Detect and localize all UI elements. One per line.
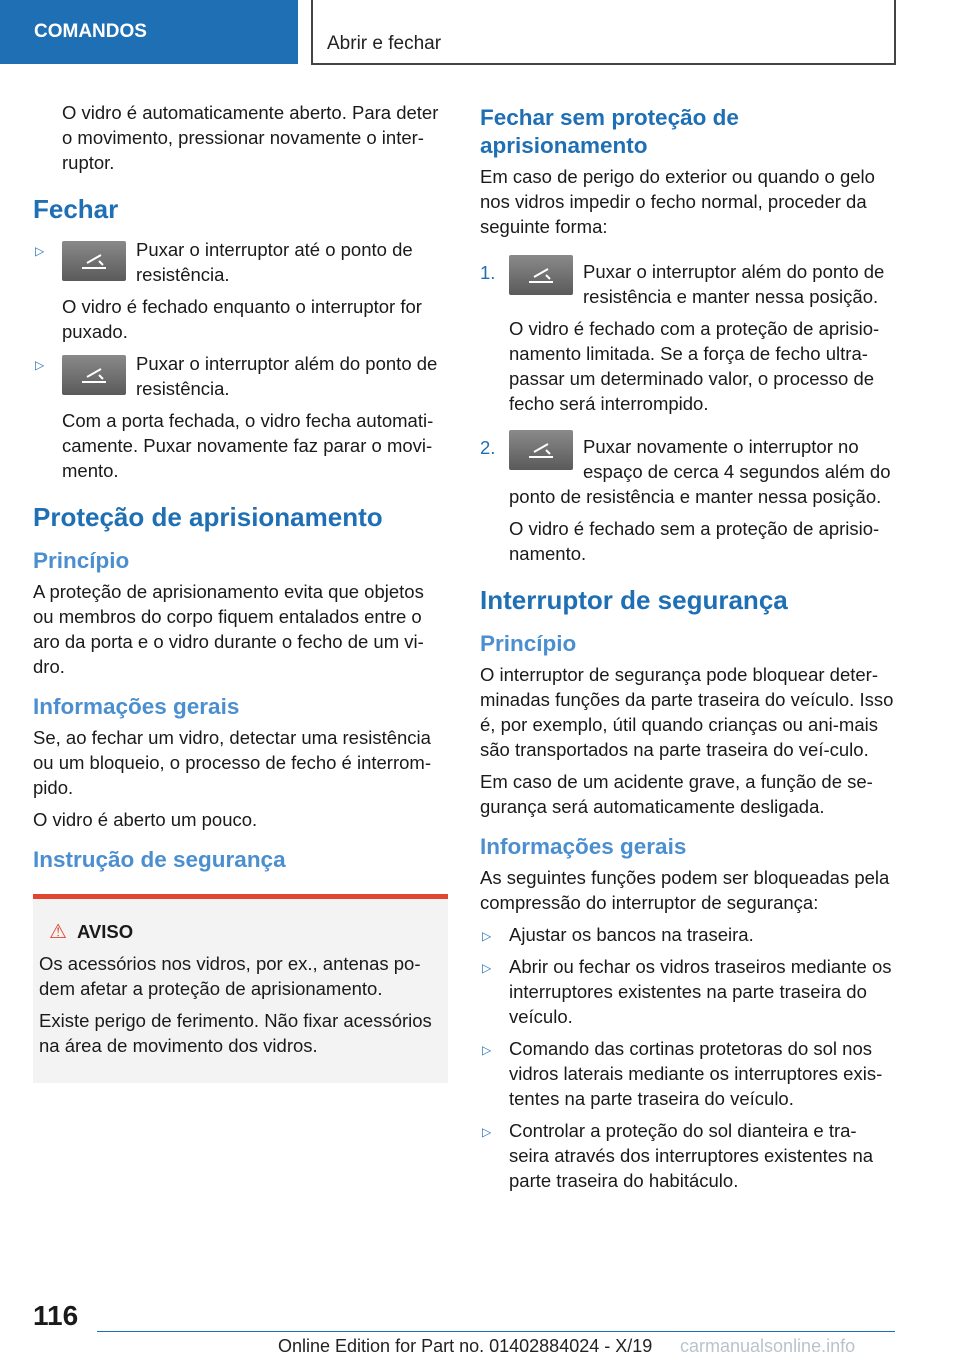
window-switch-icon: [509, 430, 573, 470]
left-column: [33, 100, 448, 1083]
heading-info-gerais: Informações gerais: [33, 694, 240, 719]
warning-triangle-icon: ⚠: [49, 921, 67, 943]
triangle-bullet-icon: ▷: [482, 1125, 492, 1139]
chapter-header: [311, 0, 896, 65]
step-result: O vidro é fechado sem a proteção de aprisio-namento.: [509, 518, 880, 564]
step-result: O vidro é fechado enquanto o interruptor for puxado.: [62, 296, 422, 342]
list-item: [480, 1118, 895, 1193]
step-action: Puxar novamente o interruptor no espaço de cerca 4 segundos além do ponto de resistência e manter nessa posição.: [509, 436, 891, 507]
list-item: [33, 351, 448, 483]
step-action: Puxar o interruptor além do ponto de resistência e manter nessa posição.: [583, 261, 885, 307]
principio-text-2: Em caso de um acidente grave, a função de se-gurança será automaticamente desligada.: [480, 771, 873, 817]
window-switch-icon: [62, 355, 126, 395]
step-action: Puxar o interruptor além do ponto de resistência.: [136, 353, 438, 399]
warning-title: [39, 919, 440, 945]
triangle-bullet-icon: ▷: [482, 1043, 492, 1057]
bullet-text: Abrir ou fechar os vidros traseiros mediante os interruptores existentes na parte traseira do veículo.: [509, 956, 892, 1027]
heading-info-gerais: Informações gerais: [480, 834, 687, 859]
heading-interruptor-seguranca: Interruptor de segurança: [480, 585, 788, 615]
heading-instrucao-seguranca: Instrução de segurança: [33, 847, 286, 872]
footer-edition: Online Edition for Part no. 01402884024 - X/19: [278, 1336, 653, 1356]
section-tab: COMANDOS: [0, 0, 298, 64]
step-action: Puxar o interruptor até o ponto de resistência.: [136, 239, 413, 285]
sem-protecao-text: Em caso de perigo do exterior ou quando o gelo nos vidros impedir o fecho normal, proceder da seguinte forma:: [480, 166, 875, 237]
footer-divider: [97, 1331, 895, 1332]
window-switch-icon: [62, 241, 126, 281]
triangle-bullet-icon: ▷: [482, 961, 492, 975]
watermark: carmanualsonline.info: [680, 1336, 856, 1356]
step-number: 1.: [480, 262, 496, 283]
info-text-2: O vidro é aberto um pouco.: [33, 809, 258, 830]
info-text-1: Se, ao fechar um vidro, detectar uma resistência ou um bloqueio, o processo de fecho é interrom-pido.: [33, 727, 431, 798]
warning-label: AVISO: [76, 921, 134, 942]
principio-text-1: O interruptor de segurança pode bloquear deter-minadas funções da parte traseira do veículo. Isso é, por exemplo, útil quando crianças ou ani-mais são transportados na parte traseira do veí-culo.: [480, 664, 894, 760]
window-switch-icon: [509, 255, 573, 295]
bullet-text: Comando das cortinas protetoras do sol nos vidros laterais mediante os interruptores exis-tentes na parte traseira do veículo.: [509, 1038, 883, 1109]
heading-protecao: Proteção de aprisionamento: [33, 502, 383, 532]
list-item: [480, 1036, 895, 1111]
step-number: 2.: [480, 437, 496, 458]
bullet-text: Controlar a proteção do sol dianteira e tra-seira através dos interruptores existentes na parte traseira do habitáculo.: [509, 1120, 874, 1191]
heading-fechar-sem-protecao: Fechar sem proteção de aprisionamento: [480, 105, 739, 158]
right-column: [480, 100, 895, 1200]
list-item: [33, 237, 448, 344]
triangle-bullet-icon: ▷: [482, 929, 492, 943]
warning-text-1: Os acessórios nos vidros, por ex., antenas po-dem afetar a proteção de aprisionamento.: [39, 953, 421, 999]
numbered-step: [480, 251, 895, 416]
heading-principio: Princípio: [33, 548, 130, 573]
list-item: [480, 922, 895, 947]
heading-fechar: Fechar: [33, 194, 119, 224]
triangle-bullet-icon: ▷: [35, 358, 45, 372]
triangle-bullet-icon: ▷: [35, 244, 45, 258]
step-result: Com a porta fechada, o vidro fecha automati-camente. Puxar novamente faz parar o movi-mento.: [62, 410, 434, 481]
step-result: O vidro é fechado com a proteção de aprisio-namento limitada. Se a força de fecho ultra-passar um determinado valor, o processo de fecho será interrompido.: [509, 318, 880, 414]
warning-text-2: Existe perigo de ferimento. Não fixar acessórios na área de movimento dos vidros.: [39, 1010, 432, 1056]
chapter-title: Abrir e fechar: [327, 33, 442, 54]
info-text: As seguintes funções podem ser bloqueadas pela compressão do interruptor de segurança:: [480, 867, 890, 913]
warning-box: [33, 894, 448, 1083]
intro-paragraph: O vidro é automaticamente aberto. Para deter o movimento, pressionar novamente o inter-ruptor.: [62, 102, 439, 173]
list-item: [480, 954, 895, 1029]
heading-principio: Princípio: [480, 631, 577, 656]
bullet-text: Ajustar os bancos na traseira.: [509, 924, 754, 945]
numbered-step: [480, 426, 895, 566]
page-number: 116: [33, 1300, 79, 1331]
principio-text: A proteção de aprisionamento evita que objetos ou membros do corpo fiquem entalados entre o aro da porta e o vidro durante o fecho de um vi-dro.: [33, 581, 424, 677]
